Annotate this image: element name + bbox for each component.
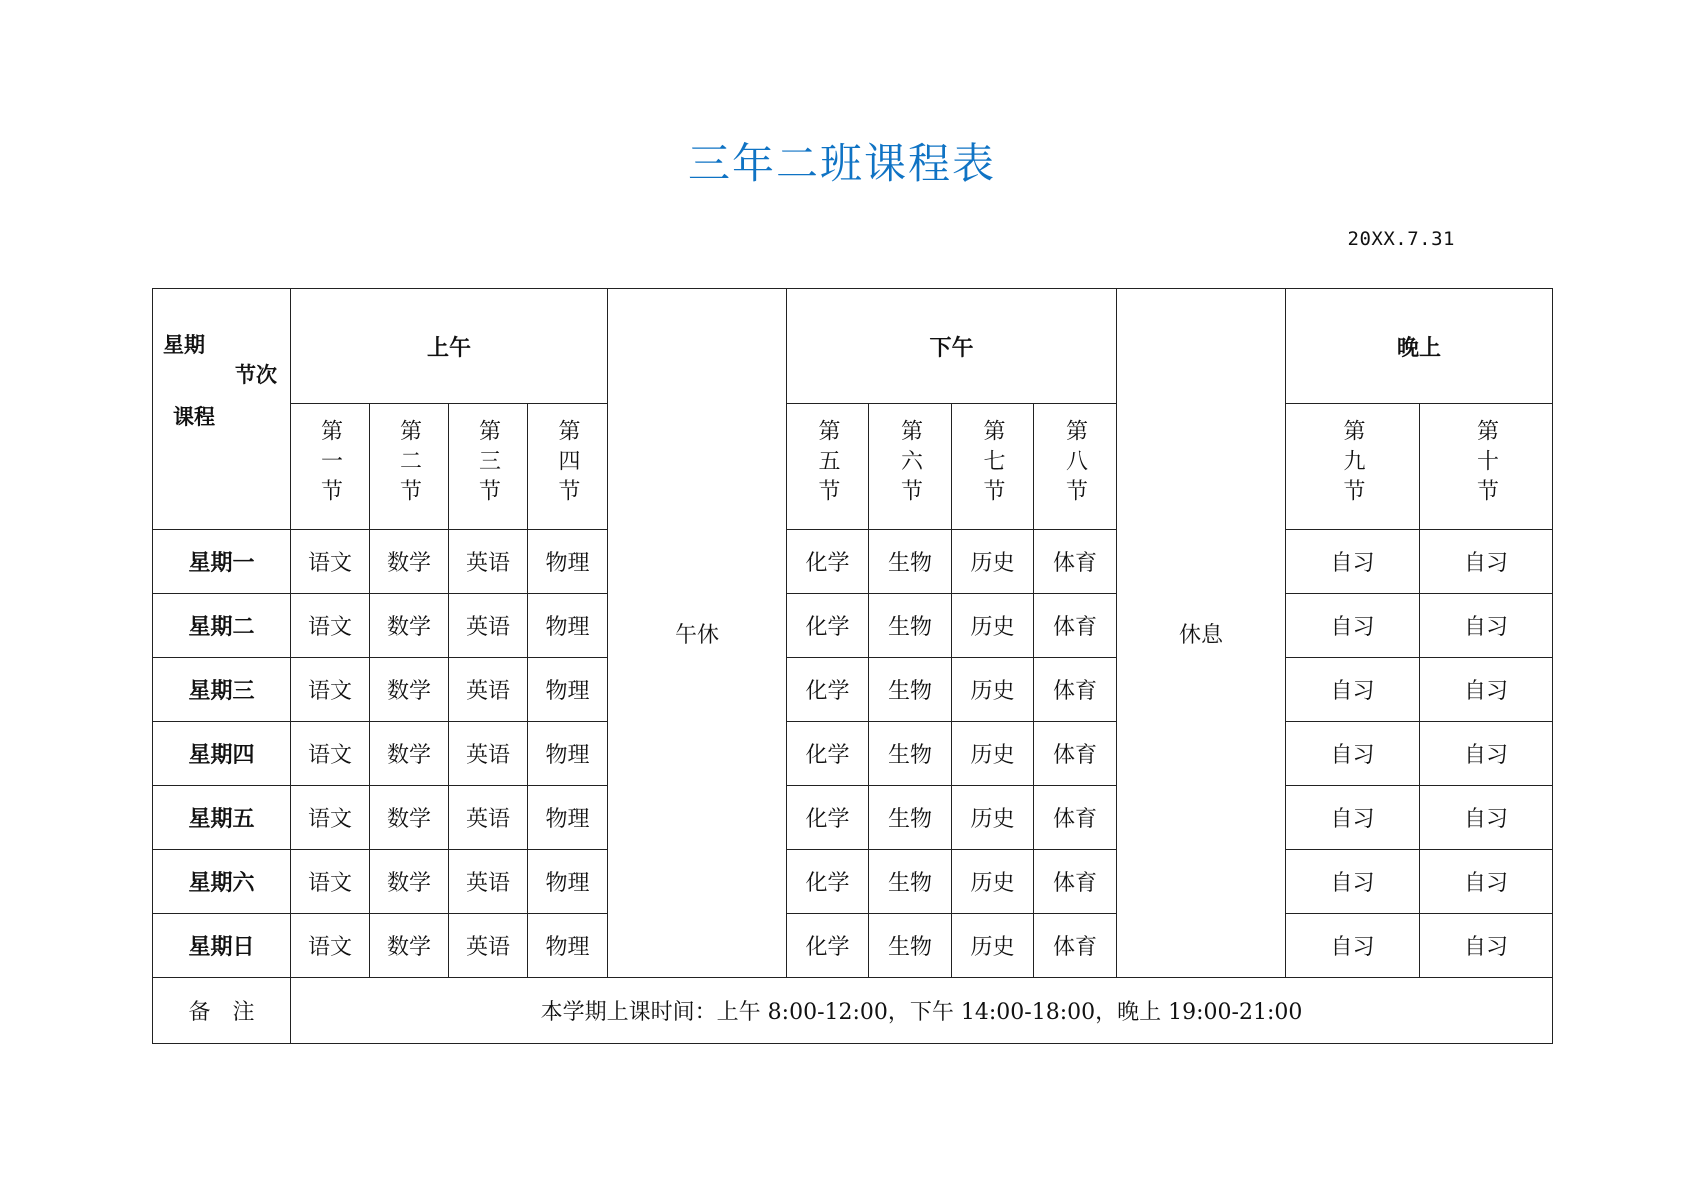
period-header-2 — [370, 404, 449, 530]
period-header-8 — [1034, 404, 1117, 530]
period-label: 第五节 — [815, 418, 841, 509]
course-cell: 英语 — [449, 594, 528, 658]
corner-course-label: 课程 — [173, 405, 215, 429]
course-cell: 生物 — [869, 722, 952, 786]
course-cell: 体育 — [1034, 914, 1117, 978]
period-header-10 — [1420, 404, 1553, 530]
day-cell: 星期六 — [153, 850, 291, 914]
period-label: 第一节 — [317, 418, 343, 509]
course-cell: 语文 — [291, 594, 370, 658]
period-header-7 — [952, 404, 1034, 530]
course-cell: 自习 — [1286, 530, 1420, 594]
course-cell: 化学 — [787, 914, 869, 978]
period-label: 第六节 — [897, 418, 923, 509]
course-cell: 历史 — [952, 850, 1034, 914]
course-cell: 自习 — [1420, 722, 1553, 786]
table-row — [153, 530, 1553, 594]
period-label: 第九节 — [1340, 418, 1366, 509]
course-cell: 生物 — [869, 594, 952, 658]
course-cell: 物理 — [528, 594, 608, 658]
course-cell: 自习 — [1286, 722, 1420, 786]
course-cell: 物理 — [528, 850, 608, 914]
course-cell: 化学 — [787, 658, 869, 722]
course-cell: 自习 — [1420, 914, 1553, 978]
course-cell: 数学 — [370, 786, 449, 850]
course-cell: 历史 — [952, 594, 1034, 658]
course-cell: 自习 — [1286, 658, 1420, 722]
course-cell: 化学 — [787, 530, 869, 594]
course-cell: 英语 — [449, 850, 528, 914]
corner-weekday-label: 星期 — [163, 333, 205, 357]
course-cell: 英语 — [449, 722, 528, 786]
course-cell: 自习 — [1420, 530, 1553, 594]
period-header-9 — [1286, 404, 1420, 530]
course-cell: 语文 — [291, 722, 370, 786]
day-cell: 星期日 — [153, 914, 291, 978]
course-cell: 自习 — [1420, 594, 1553, 658]
course-cell: 生物 — [869, 786, 952, 850]
day-cell: 星期一 — [153, 530, 291, 594]
course-cell: 数学 — [370, 850, 449, 914]
period-label: 第二节 — [396, 418, 422, 509]
day-cell: 星期三 — [153, 658, 291, 722]
day-cell: 星期五 — [153, 786, 291, 850]
course-cell: 历史 — [952, 658, 1034, 722]
page-title: 三年二班课程表 — [687, 139, 996, 188]
course-cell: 生物 — [869, 850, 952, 914]
corner-header-cell — [153, 289, 291, 530]
header-row-periods — [153, 404, 1553, 530]
course-cell: 物理 — [528, 914, 608, 978]
period-header-1 — [291, 404, 370, 530]
table-row — [153, 722, 1553, 786]
course-cell: 英语 — [449, 530, 528, 594]
course-cell: 体育 — [1034, 658, 1117, 722]
period-header-6 — [869, 404, 952, 530]
course-cell: 生物 — [869, 658, 952, 722]
table-row — [153, 914, 1553, 978]
course-cell: 体育 — [1034, 786, 1117, 850]
course-cell: 历史 — [952, 914, 1034, 978]
group-evening: 晚上 — [1286, 289, 1553, 404]
course-cell: 体育 — [1034, 850, 1117, 914]
course-cell: 语文 — [291, 658, 370, 722]
course-cell: 生物 — [869, 914, 952, 978]
period-label: 第十节 — [1473, 418, 1499, 509]
group-afternoon: 下午 — [787, 289, 1117, 404]
course-cell: 体育 — [1034, 594, 1117, 658]
date-label: 20XX.7.31 — [1347, 228, 1455, 250]
rest-cell: 休息 — [1117, 289, 1286, 978]
course-cell: 语文 — [291, 914, 370, 978]
course-cell: 英语 — [449, 786, 528, 850]
period-header-3 — [449, 404, 528, 530]
group-morning: 上午 — [291, 289, 608, 404]
period-header-4 — [528, 404, 608, 530]
course-cell: 语文 — [291, 530, 370, 594]
course-cell: 英语 — [449, 658, 528, 722]
day-cell: 星期二 — [153, 594, 291, 658]
course-cell: 自习 — [1420, 786, 1553, 850]
course-cell: 化学 — [787, 786, 869, 850]
course-cell: 数学 — [370, 530, 449, 594]
course-cell: 英语 — [449, 914, 528, 978]
course-cell: 生物 — [869, 530, 952, 594]
course-cell: 历史 — [952, 530, 1034, 594]
remark-label: 备 注 — [153, 978, 291, 1044]
course-cell: 自习 — [1286, 594, 1420, 658]
course-cell: 体育 — [1034, 722, 1117, 786]
noon-break-cell: 午休 — [608, 289, 787, 978]
course-cell: 语文 — [291, 850, 370, 914]
corner-period-label: 节次 — [235, 363, 277, 387]
table-row — [153, 786, 1553, 850]
course-cell: 自习 — [1286, 914, 1420, 978]
course-cell: 化学 — [787, 594, 869, 658]
course-cell: 历史 — [952, 722, 1034, 786]
remark-row — [153, 978, 1553, 1044]
course-cell: 物理 — [528, 786, 608, 850]
period-label: 第八节 — [1062, 418, 1088, 509]
day-cell: 星期四 — [153, 722, 291, 786]
course-cell: 体育 — [1034, 530, 1117, 594]
header-row-groups — [153, 289, 1553, 404]
course-cell: 数学 — [370, 658, 449, 722]
period-label: 第七节 — [980, 418, 1006, 509]
course-cell: 数学 — [370, 722, 449, 786]
remark-text: 本学期上课时间：上午 8:00-12:00，下午 14:00-18:00，晚上 19:00-21:00 — [291, 978, 1553, 1044]
period-header-5 — [787, 404, 869, 530]
course-cell: 物理 — [528, 530, 608, 594]
course-cell: 自习 — [1286, 786, 1420, 850]
period-label: 第三节 — [475, 418, 501, 509]
course-cell: 自习 — [1420, 658, 1553, 722]
table-row — [153, 850, 1553, 914]
course-cell: 自习 — [1286, 850, 1420, 914]
course-cell: 化学 — [787, 722, 869, 786]
schedule-table — [152, 288, 1553, 1044]
period-label: 第四节 — [555, 418, 580, 509]
course-cell: 化学 — [787, 850, 869, 914]
course-cell: 语文 — [291, 786, 370, 850]
table-row — [153, 658, 1553, 722]
course-cell: 数学 — [370, 914, 449, 978]
course-cell: 物理 — [528, 658, 608, 722]
table-row — [153, 594, 1553, 658]
course-cell: 自习 — [1420, 850, 1553, 914]
course-cell: 历史 — [952, 786, 1034, 850]
course-cell: 物理 — [528, 722, 608, 786]
course-cell: 数学 — [370, 594, 449, 658]
